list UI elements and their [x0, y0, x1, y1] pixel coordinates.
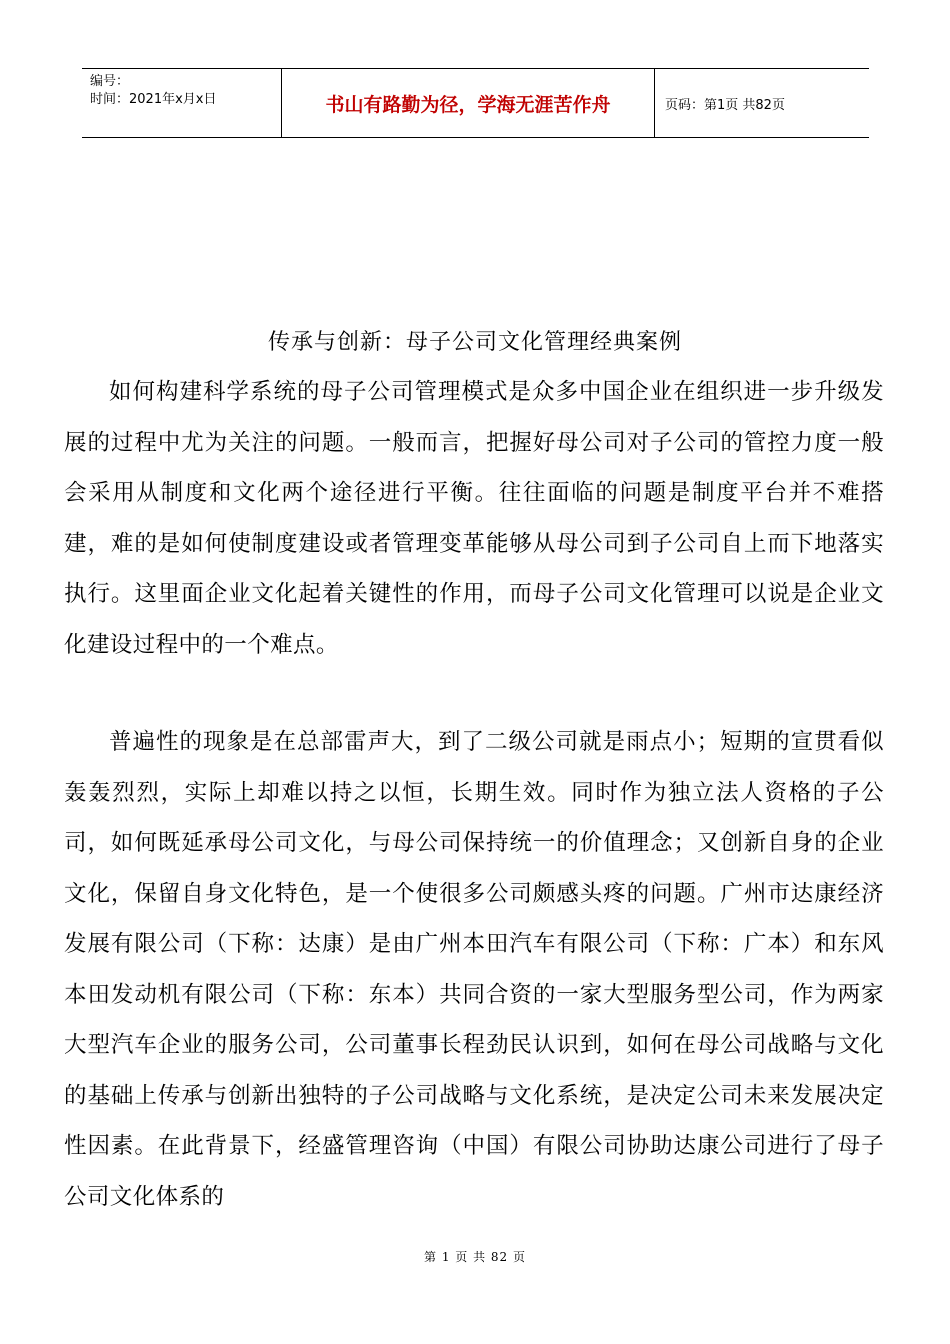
document-number-label: 编号： — [90, 74, 130, 89]
header-motto: 书山有路勤为径，学海无涯苦作舟 — [325, 93, 611, 116]
header-meta-cell — [82, 69, 282, 137]
body-paragraph: 如何构建科学系统的母子公司管理模式是众多中国企业在组织进一步升级发展的过程中尤为关注的问题。一般而言，把握好母公司对子公司的管控力度一般会采用从制度和文化两个途径进行平衡。往往面临的问题是制度平台并不难搭建，难的是如何使制度建设或者管理变革能够从母公司到子公司自上而下地落实执行。这里面企业文化起着关键性的作用，而母子公司文化管理可以说是企业文化建设过程中的一个难点。 — [64, 379, 884, 658]
body-paragraph: 普遍性的现象是在总部雷声大，到了二级公司就是雨点小；短期的宣贯看似轰轰烈烈，实际上却难以持之以恒，长期生效。同时作为独立法人资格的子公司，如何既延承母公司文化，与母公司保持统一的价值理念；又创新自身的企业文化，保留自身文化特色，是一个使很多公司颇感头疼的问题。广州市达康经济发展有限公司（下称：达康）是由广州本田汽车有限公司（下称：广本）和东风本田发动机有限公司（下称：东本）共同合资的一家大型服务型公司，作为两家大型汽车企业的服务公司，公司董事长程劲民认识到，如何在母公司战略与文化的基础上传承与创新出独特的子公司战略与文化系统，是决定公司未来发展决定性因素。在此背景下，经盛管理咨询（中国）有限公司协助达康公司进行了母子公司文化体系的 — [64, 729, 884, 1210]
header-table — [82, 68, 869, 138]
document-time-label: 时间：2021年x月x日 — [90, 92, 217, 107]
document-title: 传承与创新：母子公司文化管理经典案例 — [267, 330, 682, 355]
header-page-info: 页码：第1页 共82页 — [665, 97, 785, 113]
header-motto-cell — [282, 69, 655, 137]
header-page-cell — [655, 69, 869, 137]
page-footer: 第 1 页 共 82 页 — [424, 1250, 526, 1264]
